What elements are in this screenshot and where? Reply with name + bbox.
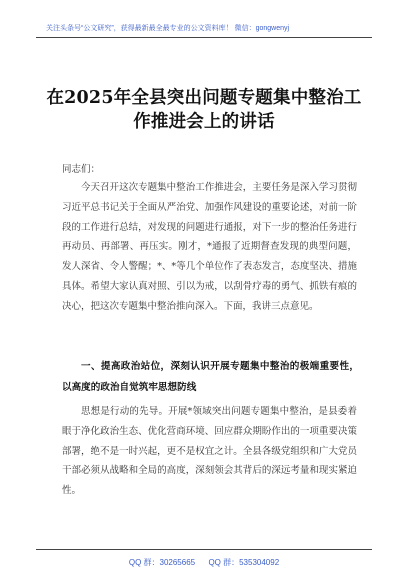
footer-contact: QQ 群：30265665 QQ 群：535304092	[128, 558, 280, 567]
footer-divider	[36, 549, 372, 550]
body-paragraph-2: 思想是行动的先导。开展*领域突出问题专题集中整治，是县委着眼于净化政治生态、优化营商环境、回应群众期盼作出的一项重要决策部署，绝不是一时兴起，更不是权宜之计。全县各级党组织和广大党员干部必须从战略和全局的高度，深刻领会其背后的深远考量和现实紧迫性。	[62, 406, 357, 497]
header-divider	[36, 37, 372, 38]
salutation: 同志们：	[62, 164, 101, 175]
body-paragraph-1: 今天召开这次专题集中整治工作推进会，主要任务是深入学习贯彻习近平总书记关于全面从严治党、加强作风建设的重要论述，对前一阶段的工作进行总结，对发现的问题进行通报，对下一步的整治任务进行再动员、再部署、再压实。刚才，*通报了近期督查发现的典型问题，发人深省、令人警醒；*、*等几个单位作了表态发言，态度坚决、措施具体。希望大家认真对照、引以为戒，以刮骨疗毒的勇气、抓铁有痕的决心，把这次专题集中整治推向深入。下面，我讲三点意见。	[62, 182, 357, 312]
section-heading-1: 一、提高政治站位，深刻认识开展专题集中整治的极端重要性，以高度的政治自觉筑牢思想防线	[62, 361, 359, 393]
header-banner: 关注头条号“公文研究”，获得最新最全最专业的公文资料库！ 微信：gongwenyj	[46, 25, 290, 32]
document-title: 在2025年全县突出问题专题集中整治工作推进会上的讲话	[46, 88, 362, 132]
